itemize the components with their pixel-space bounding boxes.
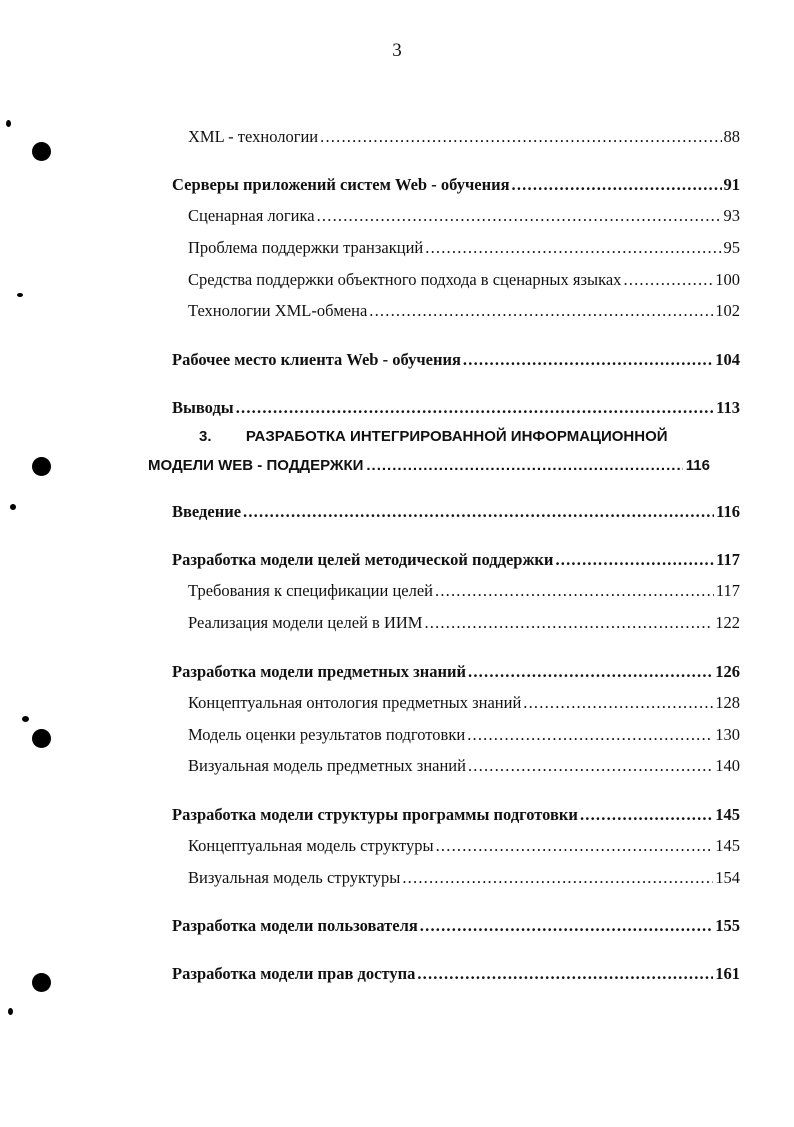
toc-section bbox=[172, 963, 740, 985]
toc-entry-page: 154 bbox=[715, 868, 740, 887]
toc-leader bbox=[369, 300, 713, 322]
toc-entry bbox=[188, 867, 740, 889]
toc-entry bbox=[188, 755, 740, 777]
toc-leader bbox=[555, 549, 714, 571]
toc-entry bbox=[188, 205, 740, 227]
toc-entry-title: Концептуальная онтология предметных знаний bbox=[188, 693, 522, 712]
scan-speck bbox=[10, 504, 16, 510]
toc-leader bbox=[468, 755, 713, 777]
toc-leader bbox=[417, 963, 713, 985]
toc-entry-title: Сценарная логика bbox=[188, 206, 315, 225]
toc-entry-page: 91 bbox=[723, 175, 740, 194]
toc-entry-title: Введение bbox=[172, 502, 242, 521]
toc-entry-page: 126 bbox=[715, 662, 740, 681]
toc-section bbox=[172, 349, 740, 371]
toc-leader bbox=[425, 237, 721, 259]
scan-speck bbox=[17, 293, 23, 297]
toc-entry-page: 113 bbox=[716, 398, 740, 417]
toc-entry-title: Требования к спецификации целей bbox=[188, 581, 433, 600]
toc-entry bbox=[188, 269, 740, 291]
toc-entry-page: 155 bbox=[715, 916, 740, 935]
toc-section bbox=[172, 501, 740, 523]
toc-leader bbox=[366, 455, 682, 477]
toc-entry-title: Средства поддержки объектного подхода в сценарных языках bbox=[188, 270, 622, 289]
toc-leader bbox=[512, 174, 722, 196]
chapter-number: 3. bbox=[199, 428, 212, 445]
chapter-page: 116 bbox=[685, 457, 710, 474]
toc-entry bbox=[188, 126, 740, 148]
toc-entry-title: Концептуальная модель структуры bbox=[188, 836, 434, 855]
chapter-title-line2: МОДЕЛИ WEB - ПОДДЕРЖКИ bbox=[148, 457, 364, 474]
toc-section bbox=[172, 804, 740, 826]
toc-leader bbox=[623, 269, 713, 291]
toc-entry bbox=[188, 237, 740, 259]
binder-hole bbox=[32, 729, 51, 748]
toc-entry bbox=[188, 724, 740, 746]
toc-entry-title: Разработка модели структуры программы подготовки bbox=[172, 805, 578, 824]
scan-speck bbox=[22, 716, 29, 722]
toc-entry-page: 145 bbox=[715, 836, 740, 855]
page-number: 3 bbox=[392, 40, 402, 61]
toc-entry bbox=[188, 692, 740, 714]
binder-hole bbox=[32, 142, 51, 161]
toc-section bbox=[172, 549, 740, 571]
toc-leader bbox=[436, 835, 714, 857]
toc-entry-title: Серверы приложений систем Web - обучения bbox=[172, 175, 510, 194]
toc-leader bbox=[424, 612, 713, 634]
toc-entry-page: 128 bbox=[715, 693, 740, 712]
toc-leader bbox=[402, 867, 713, 889]
toc-leader bbox=[523, 692, 713, 714]
toc-entry-title: Проблема поддержки транзакций bbox=[188, 238, 424, 257]
toc-entry-title: Реализация модели целей в ИИМ bbox=[188, 613, 423, 632]
toc-section bbox=[172, 397, 740, 419]
toc-entry bbox=[188, 612, 740, 634]
scan-speck bbox=[6, 120, 11, 127]
toc-entry-title: Разработка модели пользователя bbox=[172, 916, 418, 935]
toc-entry-page: 130 bbox=[715, 725, 740, 744]
toc-entry-page: 140 bbox=[715, 756, 740, 775]
toc-entry-page: 100 bbox=[715, 270, 740, 289]
toc-leader bbox=[317, 205, 722, 227]
toc-entry-page: 93 bbox=[723, 206, 740, 225]
binder-hole bbox=[32, 973, 51, 992]
toc-leader bbox=[463, 349, 713, 371]
binder-hole bbox=[32, 457, 51, 476]
toc-entry bbox=[188, 580, 740, 602]
toc-entry-page: 122 bbox=[715, 613, 740, 632]
toc-leader bbox=[580, 804, 713, 826]
toc-leader bbox=[320, 126, 721, 148]
toc-leader bbox=[468, 661, 713, 683]
toc-entry-page: 145 bbox=[715, 805, 740, 824]
toc-leader bbox=[236, 397, 714, 419]
toc-entry-page: 117 bbox=[715, 581, 740, 600]
toc-leader bbox=[435, 580, 714, 602]
chapter-title-line1: РАЗРАБОТКА ИНТЕГРИРОВАННОЙ ИНФОРМАЦИОННОЙ bbox=[245, 428, 668, 445]
toc-entry-page: 95 bbox=[723, 238, 740, 257]
scan-speck bbox=[8, 1008, 13, 1015]
chapter-heading-row2 bbox=[148, 455, 710, 477]
chapter-heading bbox=[199, 426, 719, 448]
toc-entry bbox=[188, 835, 740, 857]
toc-section bbox=[172, 661, 740, 683]
toc-entry-title: Визуальная модель структуры bbox=[188, 868, 401, 887]
toc-entry-title: Разработка модели предметных знаний bbox=[172, 662, 467, 681]
toc-entry-page: 161 bbox=[715, 964, 740, 983]
toc-entry-title: Разработка модели целей методической поддержки bbox=[172, 550, 554, 569]
toc-entry-title: Технологии XML-обмена bbox=[188, 301, 368, 320]
toc-entry-title: Визуальная модель предметных знаний bbox=[188, 756, 466, 775]
toc-leader bbox=[243, 501, 714, 523]
toc-entry-page: 102 bbox=[715, 301, 740, 320]
toc-section bbox=[172, 174, 740, 196]
toc-entry-page: 104 bbox=[715, 350, 740, 369]
toc-entry-title: XML - технологии bbox=[188, 127, 319, 146]
toc-entry-title: Разработка модели прав доступа bbox=[172, 964, 416, 983]
toc-entry-title: Рабочее место клиента Web - обучения bbox=[172, 350, 461, 369]
toc-entry-title: Выводы bbox=[172, 398, 234, 417]
toc-entry-page: 116 bbox=[716, 502, 740, 521]
toc-entry-title: Модель оценки результатов подготовки bbox=[188, 725, 466, 744]
toc-entry-page: 88 bbox=[723, 127, 740, 146]
toc-leader bbox=[467, 724, 713, 746]
toc-section bbox=[172, 915, 740, 937]
toc-entry-page: 117 bbox=[716, 550, 740, 569]
toc-entry bbox=[188, 300, 740, 322]
toc-leader bbox=[420, 915, 713, 937]
